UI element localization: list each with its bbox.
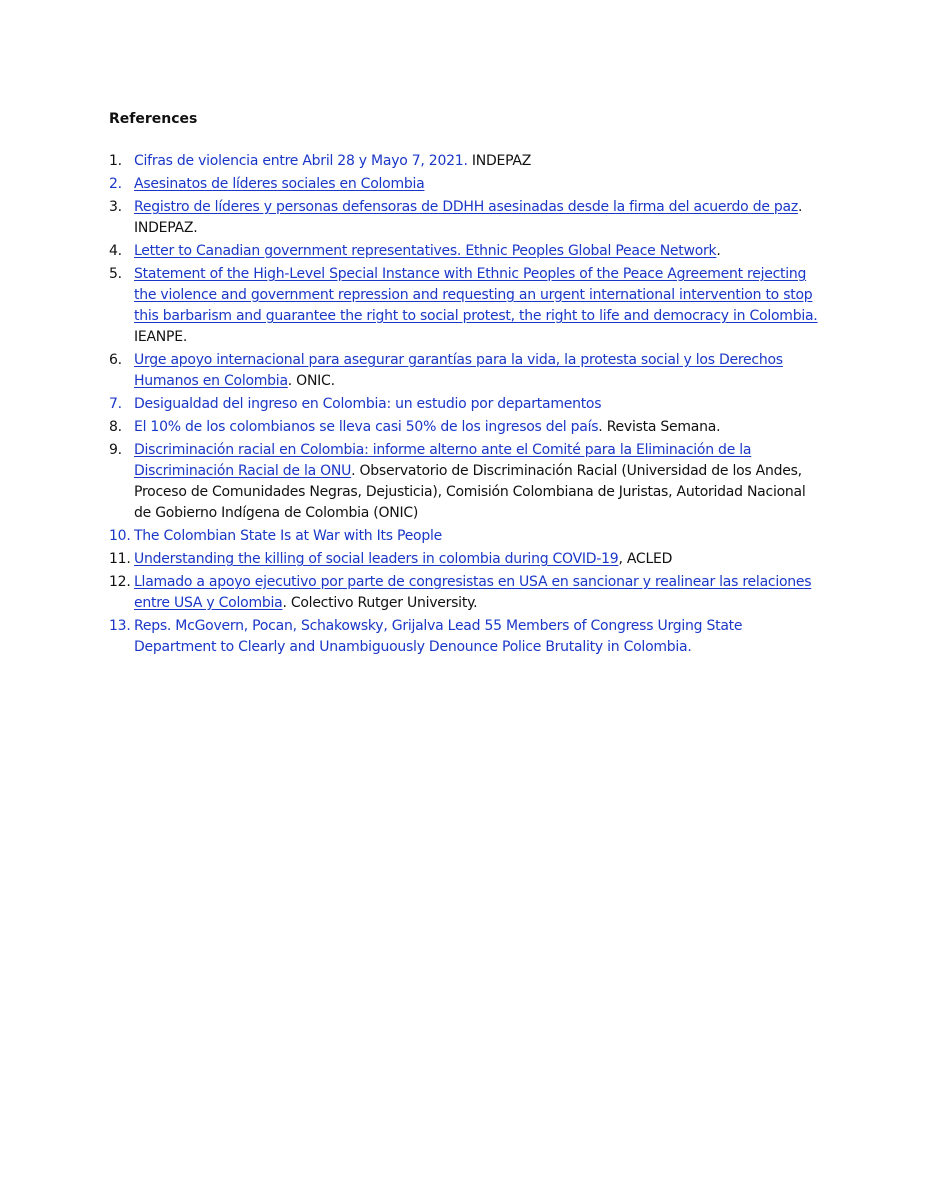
reference-number: 6. xyxy=(109,352,122,368)
reference-link[interactable]: Letter to Canadian government representatives. Ethnic Peoples Global Peace Network xyxy=(134,243,717,259)
reference-link[interactable]: Asesinatos de líderes sociales en Colombia xyxy=(134,176,425,192)
reference-item xyxy=(109,526,821,547)
reference-item xyxy=(109,417,821,438)
reference-number: 9. xyxy=(109,442,122,458)
reference-source: IEANPE. xyxy=(134,329,188,345)
reference-item xyxy=(109,174,821,195)
reference-link[interactable]: Desigualdad del ingreso en Colombia: un estudio por departamentos xyxy=(134,396,602,412)
reference-number: 2. xyxy=(109,176,122,192)
reference-source: . Observatorio de Discriminación Racial (Universidad de los Andes, Proceso de Comunidades Negras, Dejusticia), Comisión Colombiana de Juristas, Autoridad Nacional de Gobierno Indígena de Colombia (ONIC) xyxy=(134,463,806,521)
reference-number: 8. xyxy=(109,419,122,435)
reference-number: 7. xyxy=(109,396,122,412)
reference-link[interactable]: Statement of the High-Level Special Instance with Ethnic Peoples of the Peace Agreement rejecting the violence and government repression and requesting an urgent international intervention to stop this barbarism and guarantee the right to social protest, the right to life and democracy in Colombia. xyxy=(134,266,818,324)
reference-source: . xyxy=(716,243,721,259)
reference-link[interactable]: Urge apoyo internacional para asegurar garantías para la vida, la protesta social y los Derechos Humanos en Colombia xyxy=(134,352,783,389)
reference-number: 12. xyxy=(109,574,131,590)
reference-source: . Revista Semana. xyxy=(598,419,721,435)
reference-number: 4. xyxy=(109,243,122,259)
reference-link[interactable]: Registro de líderes y personas defensoras de DDHH asesinadas desde la firma del acuerdo de paz xyxy=(134,199,798,215)
reference-source: INDEPAZ xyxy=(467,153,532,169)
reference-item xyxy=(109,241,821,262)
reference-item xyxy=(109,440,821,524)
reference-source: . ONIC. xyxy=(287,373,335,389)
reference-link[interactable]: El 10% de los colombianos se lleva casi 50% de los ingresos del país xyxy=(134,419,599,435)
reference-item xyxy=(109,616,821,658)
reference-link[interactable]: Reps. McGovern, Pocan, Schakowsky, Grijalva Lead 55 Members of Congress Urging State Department to Clearly and Unambiguously Denounce Police Brutality in Colombia. xyxy=(134,618,743,655)
reference-item xyxy=(109,151,821,172)
reference-item xyxy=(109,197,821,239)
reference-item xyxy=(109,549,821,570)
reference-link[interactable]: The Colombian State Is at War with Its People xyxy=(134,528,443,544)
references-list xyxy=(109,151,821,658)
reference-item xyxy=(109,572,821,614)
reference-source: , ACLED xyxy=(618,551,673,567)
reference-number: 13. xyxy=(109,618,131,634)
reference-item xyxy=(109,350,821,392)
reference-number: 1. xyxy=(109,153,122,169)
reference-item xyxy=(109,394,821,415)
reference-item xyxy=(109,264,821,348)
reference-source: . INDEPAZ. xyxy=(134,199,803,236)
reference-number: 3. xyxy=(109,199,122,215)
reference-link[interactable]: Discriminación racial en Colombia: informe alterno ante el Comité para la Eliminación de la Discriminación Racial de la ONU xyxy=(134,442,752,479)
reference-link[interactable]: Understanding the killing of social leaders in colombia during COVID-19 xyxy=(134,551,619,567)
references-heading: References xyxy=(109,111,198,127)
document-page xyxy=(109,110,821,660)
reference-source: . Colectivo Rutger University. xyxy=(282,595,478,611)
reference-link[interactable]: Llamado a apoyo ejecutivo por parte de congresistas en USA en sancionar y realinear las relaciones entre USA y Colombia xyxy=(134,574,812,611)
reference-number: 10. xyxy=(109,528,131,544)
reference-number: 11. xyxy=(109,551,131,567)
reference-number: 5. xyxy=(109,266,122,282)
reference-link[interactable]: Cifras de violencia entre Abril 28 y Mayo 7, 2021. xyxy=(134,153,468,169)
